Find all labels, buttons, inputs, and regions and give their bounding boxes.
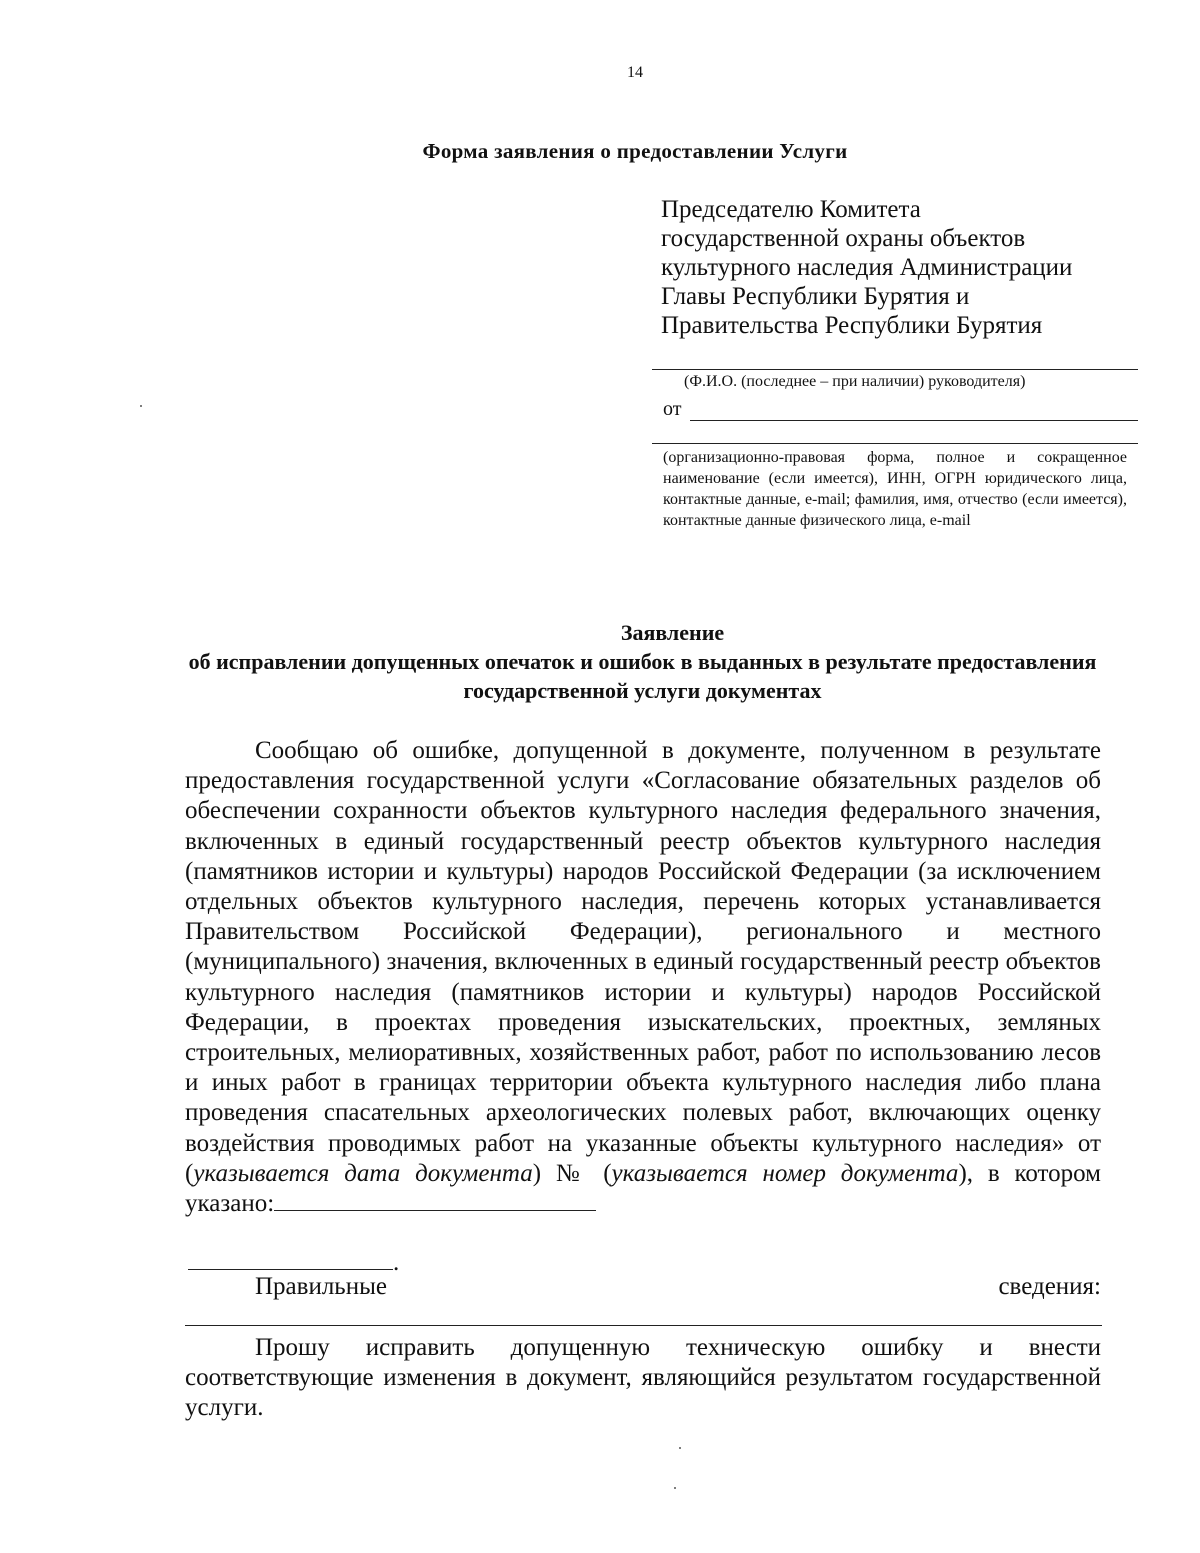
main-paragraph <box>185 736 1101 1219</box>
document-number-placeholder: указывается номер документа <box>611 1159 959 1187</box>
addressee-line: культурного наследия Администрации <box>661 254 1073 281</box>
fio-caption: (Ф.И.О. (последнее – при наличии) руководителя) <box>684 373 1026 390</box>
addressee-block <box>661 195 1131 340</box>
scan-speck <box>674 1487 676 1489</box>
applicant-caption: (организационно-правовая форма, полное и сокращенное наименование (если имеется), ИНН, ОГРН юридического лица, контактные данные, e-mail; фамилия, имя, отчество (если имеется), контактные данные физического лица, e-mail <box>663 449 1127 529</box>
applicant-field-line[interactable] <box>652 443 1138 444</box>
statement-title: Заявление <box>620 620 725 645</box>
correct-info-field-line[interactable] <box>185 1325 1102 1326</box>
addressee-line: Главы Республики Бурятия и <box>661 283 970 310</box>
scan-speck <box>679 1447 681 1449</box>
error-text-field[interactable] <box>274 1192 596 1211</box>
addressee-line: Председателю Комитета <box>661 196 921 223</box>
document-date-placeholder: указывается дата документа <box>193 1159 533 1187</box>
statement-subtitle: об исправлении допущенных опечаток и ошибок в выданных в результате предоставления государственной услуги документах <box>188 649 1097 703</box>
addressee-line: государственной охраны объектов <box>661 225 1026 252</box>
main-paragraph-tail: ), в котором указано: <box>185 1159 1101 1218</box>
line-end-period: . <box>393 1249 400 1276</box>
number-sign: ) № ( <box>532 1159 612 1187</box>
addressee-line: Правительства Республики Бурятия <box>661 312 1043 339</box>
error-text-field-continued[interactable] <box>188 1251 393 1270</box>
fio-field-line[interactable] <box>652 369 1138 370</box>
main-paragraph-text: Сообщаю об ошибке, допущенной в документе, полученном в результате предоставления государственной услуги «Согласование обязательных разделов об обеспечении сохранности объектов культурного наследия федерального значения, включенных в единый государственный реестр объектов культурного наследия (памятников истории и культуры) народов Российской Федерации (за исключением отдельных объектов культурного наследия, перечень которых устанавливается Правительством Российской Федерации), регионального и местного (муниципального) значения, включенных в единый государственный реестр объектов культурного наследия (памятников истории и культуры) народов Российской Федерации, в проектах проведения изыскательских, проектных, земляных строительных, мелиоративных, хозяйственных работ, работ по использованию лесов и иных работ в границах территории объекта культурного наследия либо плана проведения спасательных археологических полевых работ, включающих оценку воздействия проводимых работ на указанные объекты культурного наследия» от ( <box>185 737 1101 1187</box>
correct-info-label: Правильные <box>255 1273 387 1300</box>
request-paragraph: Прошу исправить допущенную техническую ошибку и внести соответствующие изменения в документ, являющийся результатом государственной услуги. <box>185 1334 1101 1421</box>
scan-speck <box>140 405 142 407</box>
form-title: Форма заявления о предоставлении Услуги <box>422 139 848 163</box>
from-label: от <box>663 398 682 420</box>
page-number: 14 <box>627 64 643 81</box>
from-field-line[interactable] <box>690 420 1138 421</box>
correct-info-label-right: сведения: <box>998 1273 1101 1300</box>
